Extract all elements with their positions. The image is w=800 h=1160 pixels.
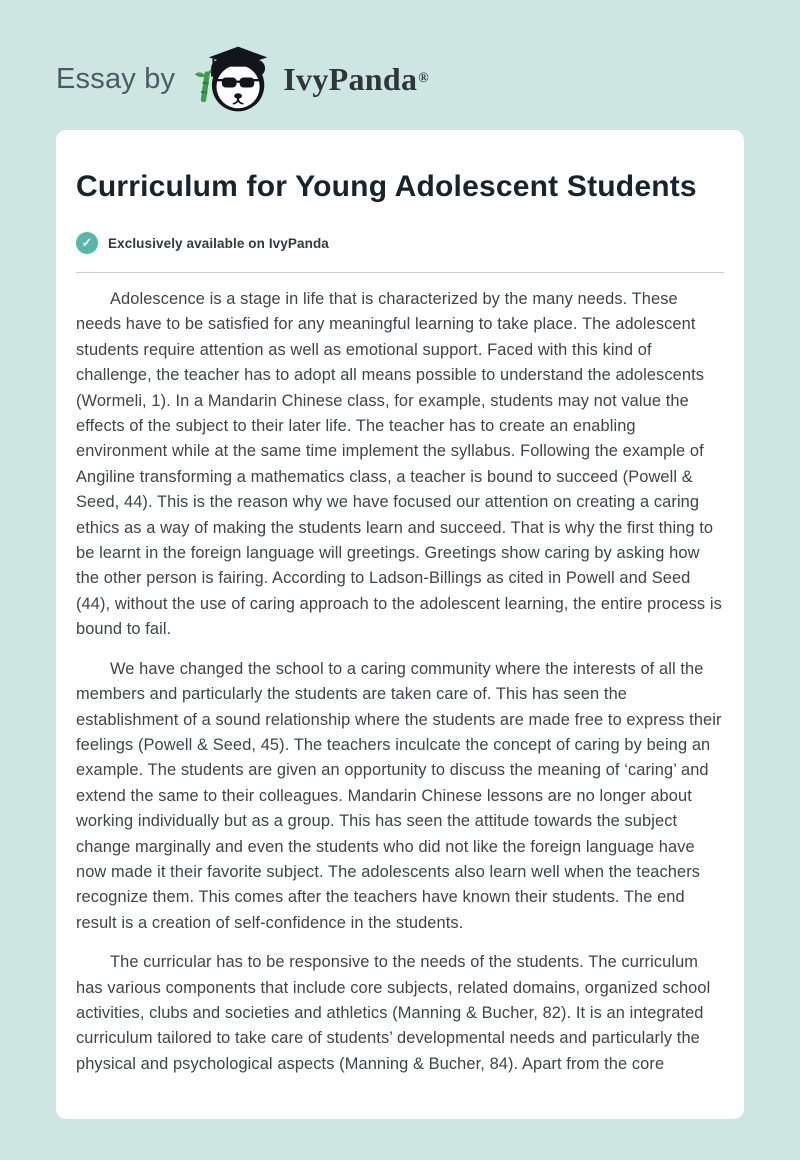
essay-paragraph-3: The curricular has to be responsive to the needs of the students. The curriculum has various components that include core subjects, related domains, organized school activities, clubs and societies and athletics (Manning & Bucher, 82). It is an integrated curriculum tailored to take care of students’ developmental needs and particularly the physical and psychological aspects (Manning & Bucher, 84). Apart from the core xyxy=(76,953,711,1073)
brand-wordmark: IvyPanda xyxy=(283,60,418,97)
page-title: Curriculum for Young Adolescent Students xyxy=(76,170,697,203)
essay-paragraph-2: We have changed the school to a caring community where the interests of all the members and particularly the students are taken care of. This has seen the establishment of a sound relationship where the students are made free to express their feelings (Powell & Seed, 45). The teachers inculcate the concept of caring by being an example. The students are given an opportunity to discuss the meaning of ‘caring’ and extend the same to their colleagues. Mandarin Chinese lessons are no longer about working individually but as a group. This has seen the attitude towards the subject change marginally and even the students who did not like the foreign language have now made it their favorite subject. The adolescents also learn well when the teachers recognize them. This comes after the teachers have known their students. The end result is a creation of self-confidence in the students. xyxy=(76,659,722,932)
ivypanda-logo xyxy=(195,42,428,116)
exclusive-note-row xyxy=(76,232,724,254)
essay-card xyxy=(56,130,744,1119)
essay-by-label: Essay by xyxy=(56,62,176,95)
essay-paragraph-1: Adolescence is a stage in life that is characterized by the many needs. These needs have to be satisfied for any meaningful learning to take place. The adolescent students require attention as well as emotional support. Faced with this kind of challenge, the teacher has to adopt all means possible to understand the adolescents (Wormeli, 1). In a Mandarin Chinese class, for example, students may not value the effects of the subject to their later life. The teacher has to create an enabling environment while at the same time implement the syllabus. Following the example of Angiline transforming a mathematics class, a teacher is bound to succeed (Powell & Seed, 44). This is the reason why we have focused our attention on creating a caring ethics as a way of making the students learn and succeed. That is why the first thing to be learnt in the foreign language will greetings. Greetings show caring by asking how the other person is fairing. According to Ladson-Billings as cited in Powell and Seed (44), without the use of caring approach to the adolescent learning, the entire process is bound to fail. xyxy=(76,290,722,639)
panda-logo-icon xyxy=(195,42,275,116)
exclusive-note-label: Exclusively available on IvyPanda xyxy=(108,235,329,251)
check-icon: ✓ xyxy=(76,232,98,254)
divider xyxy=(76,272,724,273)
registered-mark: ® xyxy=(418,71,429,86)
site-header xyxy=(0,0,800,120)
essay-body xyxy=(76,287,724,1077)
